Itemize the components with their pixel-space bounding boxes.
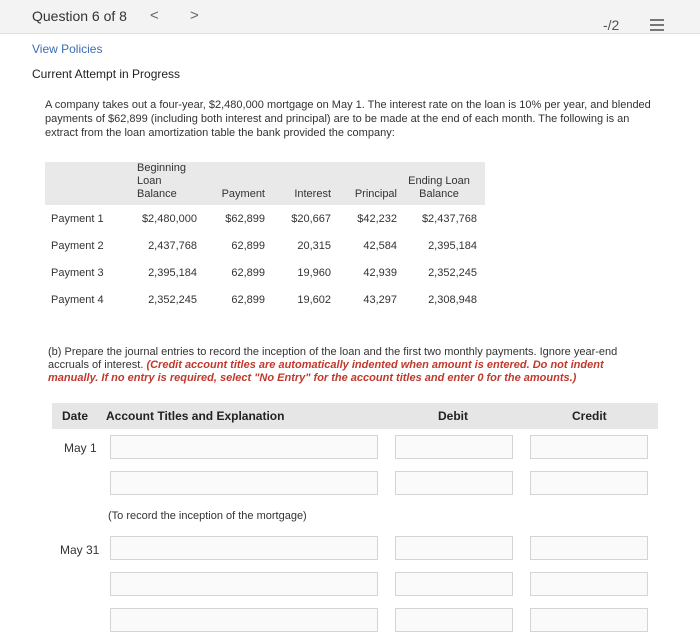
amortization-table xyxy=(45,162,485,313)
top-bar xyxy=(0,0,700,34)
credit-amount-input[interactable] xyxy=(530,536,648,560)
debit-amount-input[interactable] xyxy=(395,471,513,495)
column-header: Ending Loan Balance xyxy=(401,162,485,205)
account-title-input[interactable] xyxy=(110,435,378,459)
table-cell: 2,395,184 xyxy=(148,266,197,279)
entry-date-may-31: May 31 xyxy=(60,543,100,557)
table-cell: Payment 4 xyxy=(51,293,104,306)
table-cell: 2,395,184 xyxy=(428,239,477,252)
attempt-status: Current Attempt in Progress xyxy=(32,67,181,81)
debit-amount-input[interactable] xyxy=(395,435,513,459)
part-b-text: (b) Prepare the journal entries to record the inception of the loan and the first two monthly payments. Ignore year-end accruals of interest. xyxy=(48,346,618,371)
journal-header xyxy=(52,403,658,429)
table-cell: $2,437,768 xyxy=(421,212,477,225)
credit-amount-input[interactable] xyxy=(530,471,648,495)
table-cell: Payment 2 xyxy=(51,239,104,252)
table-cell: 42,584 xyxy=(363,239,397,252)
debit-amount-input[interactable] xyxy=(395,536,513,560)
column-header: Interest xyxy=(269,162,335,205)
score-label: -/2 xyxy=(603,17,620,33)
column-header xyxy=(45,162,115,205)
entry-explanation: (To record the inception of the mortgage) xyxy=(108,510,307,522)
account-title-input[interactable] xyxy=(110,536,378,560)
previous-question-icon[interactable]: < xyxy=(150,7,159,24)
table-cell: Payment 1 xyxy=(51,212,104,225)
account-title-input[interactable] xyxy=(110,572,378,596)
table-row xyxy=(45,232,485,259)
entry-date-may-1: May 1 xyxy=(64,441,97,455)
part-b-instructions xyxy=(48,346,653,385)
credit-column-header: Credit xyxy=(572,409,607,423)
table-row xyxy=(45,286,485,313)
table-row xyxy=(45,259,485,286)
table-cell: 20,315 xyxy=(297,239,331,252)
table-cell: 62,899 xyxy=(231,266,265,279)
column-header: Beginning Loan Balance xyxy=(115,162,203,205)
credit-amount-input[interactable] xyxy=(530,572,648,596)
column-header: Principal xyxy=(335,162,401,205)
table-cell: 19,602 xyxy=(297,293,331,306)
question-list-icon[interactable] xyxy=(650,19,664,31)
account-title-input[interactable] xyxy=(110,608,378,632)
table-cell: 2,352,245 xyxy=(148,293,197,306)
part-b-warning: (Credit account titles are automatically indented when amount is entered. Do not indent manually. If no entry is required, select "No Entry" for the account titles and enter 0 for the amounts.) xyxy=(48,359,604,384)
table-cell: $42,232 xyxy=(357,212,397,225)
date-column-header: Date xyxy=(62,409,89,423)
table-cell: 62,899 xyxy=(231,293,265,306)
debit-amount-input[interactable] xyxy=(395,608,513,632)
account-title-input[interactable] xyxy=(110,471,378,495)
table-cell: Payment 3 xyxy=(51,266,104,279)
table-cell: $20,667 xyxy=(291,212,331,225)
table-cell: 43,297 xyxy=(363,293,397,306)
column-header: Payment xyxy=(203,162,269,205)
next-question-icon[interactable]: > xyxy=(190,7,199,24)
table-cell: $2,480,000 xyxy=(141,212,197,225)
account-column-header: Account Titles and Explanation xyxy=(106,409,285,423)
view-policies-link[interactable]: View Policies xyxy=(32,42,103,56)
table-cell: 2,352,245 xyxy=(428,266,477,279)
table-row xyxy=(45,205,485,232)
credit-amount-input[interactable] xyxy=(530,608,648,632)
table-cell: 19,960 xyxy=(297,266,331,279)
credit-amount-input[interactable] xyxy=(530,435,648,459)
table-cell: 2,437,768 xyxy=(148,239,197,252)
debit-amount-input[interactable] xyxy=(395,572,513,596)
debit-column-header: Debit xyxy=(438,409,468,423)
table-cell: 42,939 xyxy=(363,266,397,279)
table-header-row xyxy=(45,162,485,205)
table-cell: 62,899 xyxy=(231,239,265,252)
question-counter: Question 6 of 8 xyxy=(32,8,127,24)
table-cell: 2,308,948 xyxy=(428,293,477,306)
question-text: A company takes out a four-year, $2,480,000 mortgage on May 1. The interest rate on the loan is 10% per year, and blended payments of $62,899 (including both interest and principal) are to be made at the end of each month. The following is an extract from the loan amortization table the bank provided the company: xyxy=(45,99,651,139)
table-cell: $62,899 xyxy=(225,212,265,225)
